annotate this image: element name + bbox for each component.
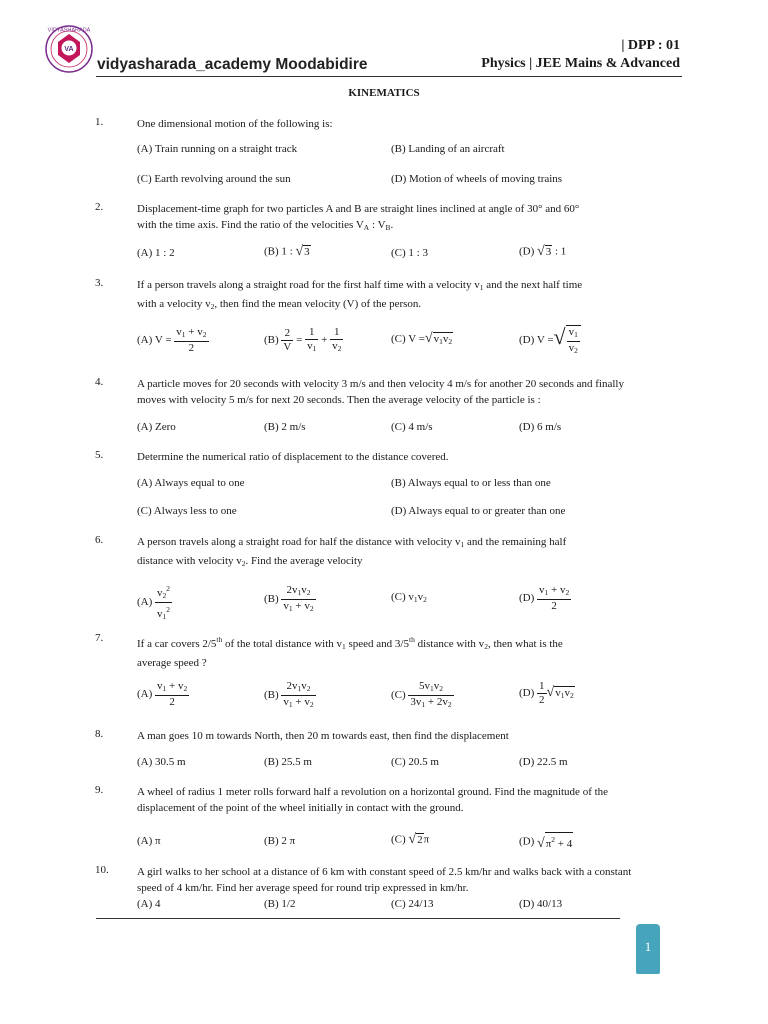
question-number: 9. — [95, 784, 104, 796]
option-a: (A) 30.5 m — [137, 756, 186, 768]
option-d: (D) $√\pi^2 + 4$ — [519, 832, 573, 852]
dpp-number: | DPP : 01 — [621, 38, 680, 53]
question-text: A person travels along a straight road for half the distance with velocity $v_1$ and the remaining half distance with velocity $v_2$. Find the average velocity — [137, 536, 567, 568]
question-text: If a person travels along a straight road for the first half time with a velocity $v_1$ and the next half time with a velocity $v_2$, then find the mean velocity (V) of the person. — [137, 279, 583, 311]
topic-title: KINEMATICS — [348, 87, 420, 99]
option-c: (C) 20.5 m — [391, 756, 439, 768]
question-number: 3. — [95, 277, 104, 289]
academy-name: vidyasharada_academy Moodabidire — [97, 56, 368, 73]
question-number: 1. — [95, 116, 104, 128]
question-number: 8. — [95, 728, 104, 740]
option-c: (C) Earth revolving around the sun — [137, 173, 291, 185]
option-b: (B) 2 π — [264, 835, 296, 847]
option-d: (D) 40/13 — [519, 898, 563, 910]
subject-line: Physics | JEE Mains & Advanced — [481, 56, 680, 71]
question-number: 7. — [95, 632, 104, 644]
question-number: 2. — [95, 201, 104, 213]
option-b: (B) Always equal to or less than one — [391, 477, 551, 489]
option-d: (D) Always equal to or greater than one — [391, 505, 566, 517]
question-text: Determine the numerical ratio of displacement to the distance covered. — [137, 451, 449, 463]
option-b: (B) $\frac{2}{V}$ = $\frac{1}{v_1}$ + $\frac{1}{v_2}$ — [264, 326, 342, 353]
option-b: (B) $\frac{2v_1v_2}{v_1 + v_2}$ — [264, 680, 314, 709]
question-text: A wheel of radius 1 meter rolls forward half a revolution on a horizontal ground. Find the magnitude of the displacement of the point of the wheel initially in contact with the ground. — [137, 786, 609, 814]
option-c: (C) $v_1v_2$ — [391, 591, 427, 604]
academy-logo — [44, 24, 94, 74]
option-a: (A) $\frac{v_1 + v_2}{2}$ — [137, 680, 188, 708]
question-number: 4. — [95, 376, 104, 388]
logo-initials: VA — [64, 46, 74, 53]
option-a: (A) Always equal to one — [137, 477, 245, 489]
option-c: (C) 4 m/s — [391, 421, 433, 433]
question-number: 5. — [95, 449, 104, 461]
option-d: (D) V =√ $\frac{v_1}{v_2}$ — [519, 324, 581, 357]
option-d: (D) 22.5 m — [519, 756, 568, 768]
option-c: (C) $V =√v_1v_2$ — [391, 331, 453, 346]
option-c: (C) 24/13 — [391, 898, 434, 910]
option-a: (A) Train running on a straight track — [137, 143, 298, 155]
footer-divider — [96, 918, 620, 919]
option-d: (D) 6 m/s — [519, 421, 562, 433]
option-a: (A) $\frac{v_2^2}{v_1^2}$ — [137, 584, 171, 621]
page-number: 1 — [644, 939, 652, 954]
option-a: (A) Zero — [137, 421, 176, 433]
option-d: (D) Motion of wheels of moving trains — [391, 173, 563, 185]
question-text: Displacement-time graph for two particles A and B are straight lines inclined at angle of 30° and 60° with the time axis. Find the ratio of the velocities $V_A$ : $V_B$. — [137, 203, 580, 232]
question-text: One dimensional motion of the following is: — [137, 118, 333, 130]
question-text: A particle moves for 20 seconds with velocity 3 m/s and then velocity 4 m/s for another 20 seconds and finally moves with velocity 5 m/s for next 20 seconds. Then the average velocity of the particle is : — [137, 378, 624, 406]
option-b: (B) 1 : √3 — [264, 244, 310, 259]
option-b: (B) $\frac{2v_1v_2}{v_1 + v_2}$ — [264, 584, 314, 613]
option-c: (C) $\frac{5v_1v_2}{3v_1 + 2v_2}$ — [391, 680, 452, 709]
option-b: (B) 25.5 m — [264, 756, 312, 768]
logo-ring-text: VIDYASHARADA — [47, 27, 91, 34]
question-number: 10. — [95, 864, 109, 876]
header-divider — [96, 76, 682, 77]
option-a: (A) 1 : 2 — [137, 247, 175, 259]
option-b: (B) Landing of an aircraft — [391, 143, 505, 155]
question-text: A man goes 10 m towards North, then 20 m towards east, then find the displacement — [137, 730, 509, 742]
option-d: (D) √3 : 1 — [519, 244, 567, 259]
option-a: (A) V = $\frac{v_1 + v_2}{2}$ — [137, 326, 207, 354]
question-number: 6. — [95, 534, 104, 546]
option-b: (B) 2 m/s — [264, 421, 306, 433]
option-a: (A) 4 — [137, 898, 161, 910]
question-text: A girl walks to her school at a distance of 6 km with constant speed of 2.5 km/hr and walks back with a constant speed of 4 km/hr. Find her average speed for round trip expressed in km/hr. — [137, 866, 632, 894]
option-d: (D) $\frac{v_1 + v_2}{2}$ — [519, 584, 570, 612]
option-b: (B) 1/2 — [264, 898, 296, 910]
option-d: (D) $\frac{1}{2}$ $√v_1v_2$ — [519, 680, 574, 706]
option-c: (C) Always less to one — [137, 505, 237, 517]
option-c: (C) 1 : 3 — [391, 247, 428, 259]
option-c: (C) √2π — [391, 832, 430, 847]
question-text: If a car covers 2/5th of the total distance with $v_1$ speed and 3/5th distance with $v_2$, then what is the average speed ? — [137, 635, 563, 669]
option-a: (A) π — [137, 835, 161, 847]
